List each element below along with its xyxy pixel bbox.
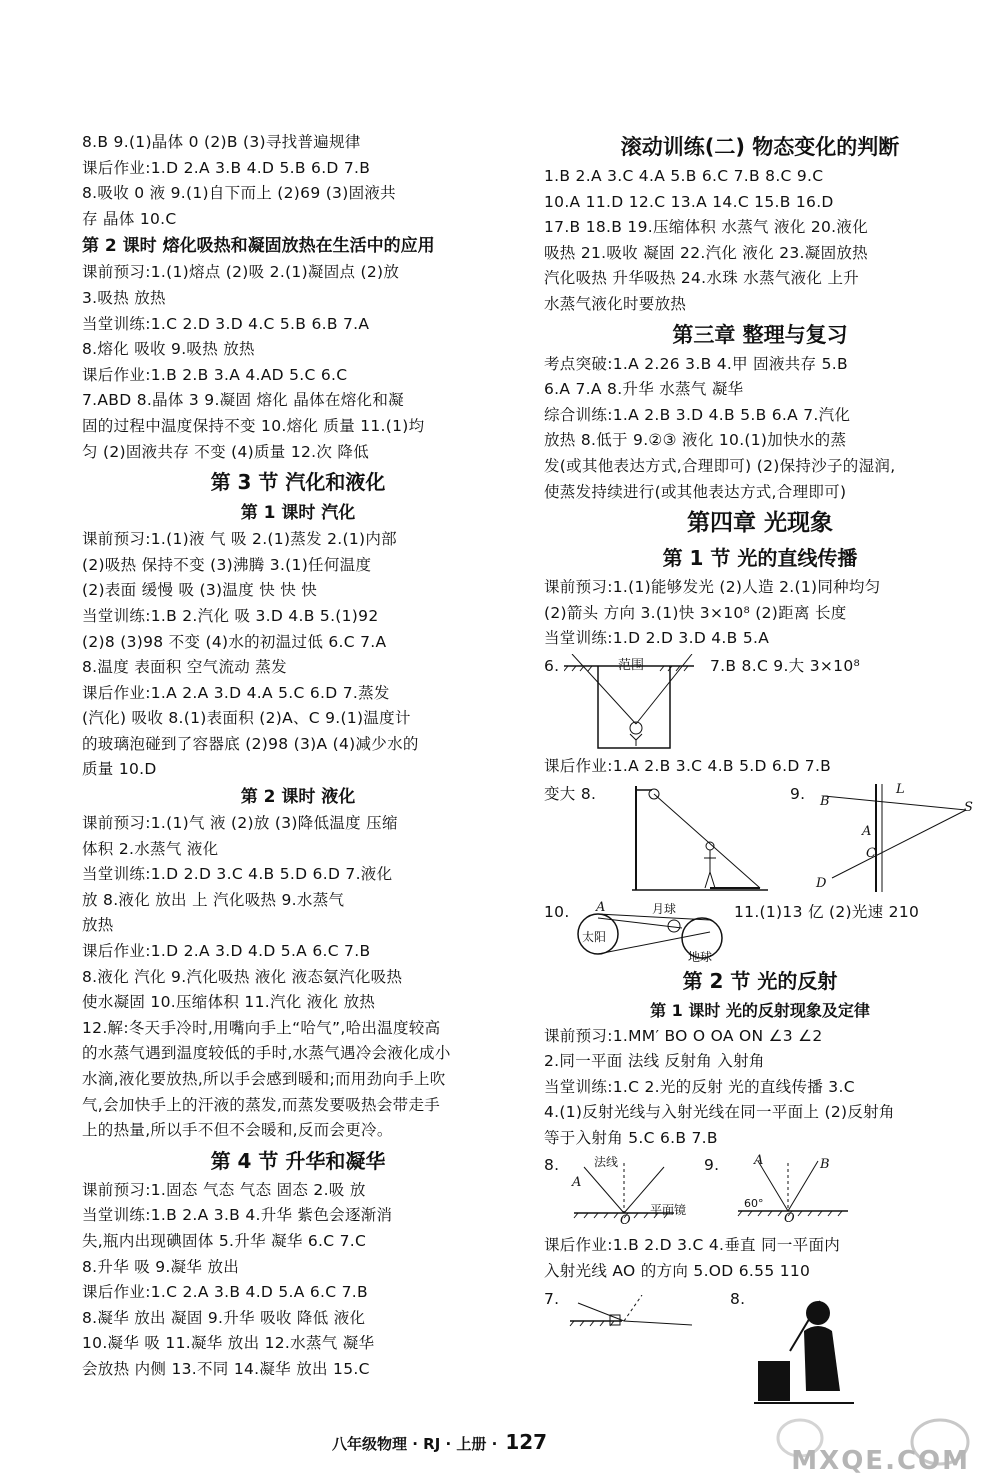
answer-line: 课前预习:1.(1)能够发光 (2)人造 2.(1)同种均匀 xyxy=(544,578,881,597)
answer-line: 课前预习:1.(1)气 液 (2)放 (3)降低温度 压缩 xyxy=(82,814,398,833)
answer-line: (2)箭头 方向 3.(1)快 3×10⁸ (2)距离 长度 xyxy=(544,603,847,622)
chapter-heading: 第四章 光现象 xyxy=(686,510,833,537)
answer-line: 课前预习:1.(1)熔点 (2)吸 2.(1)凝固点 (2)放 xyxy=(82,263,400,282)
answer-line: 综合训练:1.A 2.B 3.D 4.B 5.B 6.A 7.汽化 xyxy=(544,405,851,424)
answer-line: 入射光线 AO 的方向 5.OD 6.55 110 xyxy=(544,1262,811,1281)
answer-line: 6.A 7.A 8.升华 水蒸气 凝华 xyxy=(544,380,744,399)
lesson-heading: 第 2 课时 液化 xyxy=(240,787,356,808)
ray-diagram-q9 xyxy=(806,782,974,898)
answer-line: 8.升华 吸 9.凝华 放出 xyxy=(82,1257,240,1276)
section-heading: 第 1 节 光的直线传播 xyxy=(662,546,858,571)
answer-line: 当堂训练:1.D 2.D 3.D 4.B 5.A xyxy=(544,629,770,648)
normal-label: 法线 xyxy=(594,1155,619,1170)
answer-line: 10.A 11.D 12.C 13.A 14.C 15.B 16.D xyxy=(544,192,834,211)
answer-line: 11.(1)13 亿 (2)光速 210 xyxy=(734,902,920,921)
answer-line: 8.液化 汽化 9.汽化吸热 液化 液态氨汽化吸热 xyxy=(82,967,403,986)
answer-line: 10.凝华 吸 11.凝华 放出 12.水蒸气 凝华 xyxy=(82,1334,375,1353)
section-heading: 第 4 节 升华和凝华 xyxy=(210,1148,386,1173)
question-number: 8. xyxy=(544,1156,560,1175)
label-A: A xyxy=(754,1153,764,1169)
answer-line: 4.(1)反射光线与入射光线在同一平面上 (2)反射角 xyxy=(544,1103,895,1122)
answer-line: (2)8 (3)98 不变 (4)水的初温过低 6.C 7.A xyxy=(82,632,387,651)
answer-line: 水蒸气液化时要放热 xyxy=(544,294,687,313)
answer-line: 课后作业:1.A 2.B 3.C 4.B 5.D 6.D 7.B xyxy=(544,756,832,775)
answer-block xyxy=(82,130,514,232)
answer-block xyxy=(544,1233,976,1284)
question-number: 9. xyxy=(704,1156,720,1175)
earth-label: 地球 xyxy=(688,949,713,964)
answer-line: (2)表面 缓慢 吸 (3)温度 快 快 快 xyxy=(82,581,318,600)
section-heading: 滚动训练(二) 物态变化的判断 xyxy=(620,135,900,159)
answer-line: 使水凝固 10.压缩体积 11.汽化 液化 放热 xyxy=(82,993,376,1012)
answer-line: 固的过程中温度保持不变 10.熔化 质量 11.(1)均 xyxy=(82,416,425,435)
answer-line: 当堂训练:1.C 2.D 3.D 4.C 5.B 6.B 7.A xyxy=(82,314,370,333)
answer-line: 当堂训练:1.D 2.D 3.C 4.B 5.D 6.D 7.液化 xyxy=(82,865,393,884)
label-B: B xyxy=(820,793,830,809)
answer-line: 课后作业:1.C 2.A 3.B 4.D 5.A 6.C 7.B xyxy=(82,1283,368,1302)
book-label: 八年级物理 · RJ · 上册 · xyxy=(332,1435,498,1453)
left-column xyxy=(82,130,514,1383)
answer-line: 汽化吸热 升华吸热 24.水珠 水蒸气液化 上升 xyxy=(544,269,860,288)
answer-line: 课后作业:1.B 2.B 3.A 4.AD 5.C 6.C xyxy=(82,365,348,384)
answer-line: 8.熔化 吸收 9.吸热 放热 xyxy=(82,340,255,359)
range-label: 范围 xyxy=(618,657,645,673)
answer-line: 8.温度 表面积 空气流动 蒸发 xyxy=(82,658,287,677)
answer-line: 课前预习:1.MM′ BO O OA ON ∠3 ∠2 xyxy=(544,1026,823,1045)
answer-block xyxy=(544,352,976,506)
angle-label: 60° xyxy=(744,1197,764,1211)
label-B: B xyxy=(820,1157,830,1173)
sun-label: 太阳 xyxy=(582,929,607,944)
question-number: 9. xyxy=(790,784,806,803)
answer-line: 上的热量,所以手不但不会暖和,反而会更冷。 xyxy=(82,1121,393,1140)
lesson-heading: 第 1 课时 光的反射现象及定律 xyxy=(650,1000,870,1020)
answer-line: 12.解:冬天手冷时,用嘴向手上“哈气”,哈出温度较高 xyxy=(82,1018,441,1037)
answer-line: 考点突破:1.A 2.26 3.B 4.甲 固液共存 5.B xyxy=(544,354,848,373)
answer-block xyxy=(82,811,514,1144)
answer-line: 2.同一平面 法线 反射角 入射角 xyxy=(544,1052,765,1071)
answer-line: 放 8.液化 放出 上 汽化吸热 9.水蒸气 xyxy=(82,890,345,909)
figure-q8-q9-row xyxy=(544,782,976,898)
answer-line: 课前预习:1.(1)液 气 吸 2.(1)蒸发 2.(1)内部 xyxy=(82,530,397,549)
label-A: A xyxy=(862,823,872,839)
answer-line: 课后作业:1.B 2.D 3.C 4.垂直 同一平面内 xyxy=(544,1236,841,1255)
answer-line: 当堂训练:1.B 2.A 3.B 4.升华 紫色会逐渐消 xyxy=(82,1206,393,1225)
answer-line: 的玻璃泡碰到了容器底 (2)98 (3)A (4)减少水的 xyxy=(82,734,419,753)
silhouette-figure-8 xyxy=(750,1291,860,1405)
answer-line: 的水蒸气遇到温度较低的手时,水蒸气遇冷会液化成小 xyxy=(82,1044,451,1063)
label-C: C xyxy=(866,845,876,861)
label-D: D xyxy=(816,875,827,891)
question-number: 10. xyxy=(544,902,570,921)
answer-block xyxy=(82,1178,514,1383)
label-L: L xyxy=(896,781,905,797)
answer-line: 7.ABD 8.晶体 3 9.凝固 熔化 晶体在熔化和凝 xyxy=(82,391,404,410)
figure-q7-q8-row xyxy=(544,1287,976,1407)
page-footer xyxy=(332,1430,547,1454)
answer-line: 失,瓶内出现碘固体 5.升华 凝华 6.C 7.C xyxy=(82,1231,367,1250)
figure-q10-row xyxy=(544,900,976,962)
answer-line: 当堂训练:1.C 2.光的反射 光的直线传播 3.C xyxy=(544,1077,855,1096)
moon-label: 月球 xyxy=(652,901,677,916)
right-column xyxy=(544,130,976,1409)
answer-block xyxy=(82,527,514,783)
section-heading: 第 2 节 光的反射 xyxy=(682,968,838,993)
answer-block xyxy=(544,575,976,652)
answer-line: 放热 xyxy=(82,916,114,935)
question-number: 8. xyxy=(730,1289,746,1308)
lamp-shadow-diagram xyxy=(632,782,772,898)
answer-line: 质量 10.D xyxy=(82,760,157,779)
answer-line: 体积 2.水蒸气 液化 xyxy=(82,839,219,858)
figure-q6-row xyxy=(544,654,976,752)
answer-block xyxy=(544,754,976,780)
label-O: O xyxy=(784,1211,795,1227)
label-A: A xyxy=(596,899,606,915)
chapter-heading: 第三章 整理与复习 xyxy=(672,322,848,347)
answer-line: 课后作业:1.D 2.A 3.D 4.D 5.A 6.C 7.B xyxy=(82,942,371,961)
answer-line: 发(或其他表达方式,合理即可) (2)保持沙子的湿润, xyxy=(544,456,896,475)
question-number: 6. xyxy=(544,656,560,675)
answer-line: 17.B 18.B 19.压缩体积 水蒸气 液化 20.液化 xyxy=(544,218,869,237)
answer-line: 存 晶体 10.C xyxy=(82,209,177,228)
question-number: 变大 8. xyxy=(544,784,597,803)
watermark-logo xyxy=(740,1412,990,1482)
answer-line: 3.吸热 放热 xyxy=(82,288,166,307)
refraction-diagram-7 xyxy=(562,1295,702,1335)
question-number: 7. xyxy=(544,1289,560,1308)
answer-line: 7.B 8.C 9.大 3×10⁸ xyxy=(710,656,860,675)
lesson-heading: 第 2 课时 熔化吸热和凝固放热在生活中的应用 xyxy=(82,236,435,257)
answer-line: 放热 8.低于 9.②③ 液化 10.(1)加快水的蒸 xyxy=(544,431,847,450)
answer-line: 会放热 内侧 13.不同 14.凝华 放出 15.C xyxy=(82,1359,370,1378)
answer-line: (2)吸热 保持不变 (3)沸腾 3.(1)任何温度 xyxy=(82,555,372,574)
answer-line: 使蒸发持续进行(或其他表达方式,合理即可) xyxy=(544,482,847,501)
answer-line: 水滴,液化要放热,所以手会感到暖和;而用劲向手上吹 xyxy=(82,1070,446,1088)
answer-line: 吸热 21.吸收 凝固 22.汽化 液化 23.凝固放热 xyxy=(544,243,868,262)
answer-block xyxy=(544,1024,976,1152)
answer-line: 课后作业:1.A 2.A 3.D 4.A 5.C 6.D 7.蒸发 xyxy=(82,683,390,702)
answer-block xyxy=(544,164,976,318)
section-heading: 第 3 节 汽化和液化 xyxy=(210,470,386,495)
answer-line: (汽化) 吸收 8.(1)表面积 (2)A、C 9.(1)温度计 xyxy=(82,709,411,728)
answer-block xyxy=(82,260,514,465)
answer-line: 当堂训练:1.B 2.汽化 吸 3.D 4.B 5.(1)92 xyxy=(82,606,379,625)
lesson-heading: 第 1 课时 汽化 xyxy=(240,503,356,524)
mirror-label: 平面镜 xyxy=(650,1203,687,1218)
answer-line: 1.B 2.A 3.C 4.A 5.B 6.C 7.B 8.C 9.C xyxy=(544,167,824,185)
answer-line: 匀 (2)固液共存 不变 (4)质量 12.次 降低 xyxy=(82,442,369,461)
answer-line: 气,会加快手上的汗液的蒸发,而蒸发要吸热会带走手 xyxy=(82,1095,441,1114)
answer-line: 8.吸收 0 液 9.(1)自下而上 (2)69 (3)固液共 xyxy=(82,184,396,203)
label-O: O xyxy=(620,1213,631,1229)
answer-line: 课后作业:1.D 2.A 3.B 4.D 5.B 6.D 7.B xyxy=(82,158,371,177)
page-number: 127 xyxy=(505,1430,548,1454)
answer-line: 8.B 9.(1)晶体 0 (2)B (3)寻找普遍规律 xyxy=(82,133,361,151)
label-S: S xyxy=(964,799,973,815)
answer-line: 8.凝华 放出 凝固 9.升华 吸收 降低 液化 xyxy=(82,1308,366,1327)
watermark-text: MXQE.COM xyxy=(791,1446,970,1476)
figure-reflection-row xyxy=(544,1153,976,1231)
label-A: A xyxy=(572,1175,582,1191)
answer-line: 课前预习:1.固态 气态 气态 固态 2.吸 放 xyxy=(82,1180,366,1199)
answer-line: 等于入射角 5.C 6.B 7.B xyxy=(544,1128,718,1147)
